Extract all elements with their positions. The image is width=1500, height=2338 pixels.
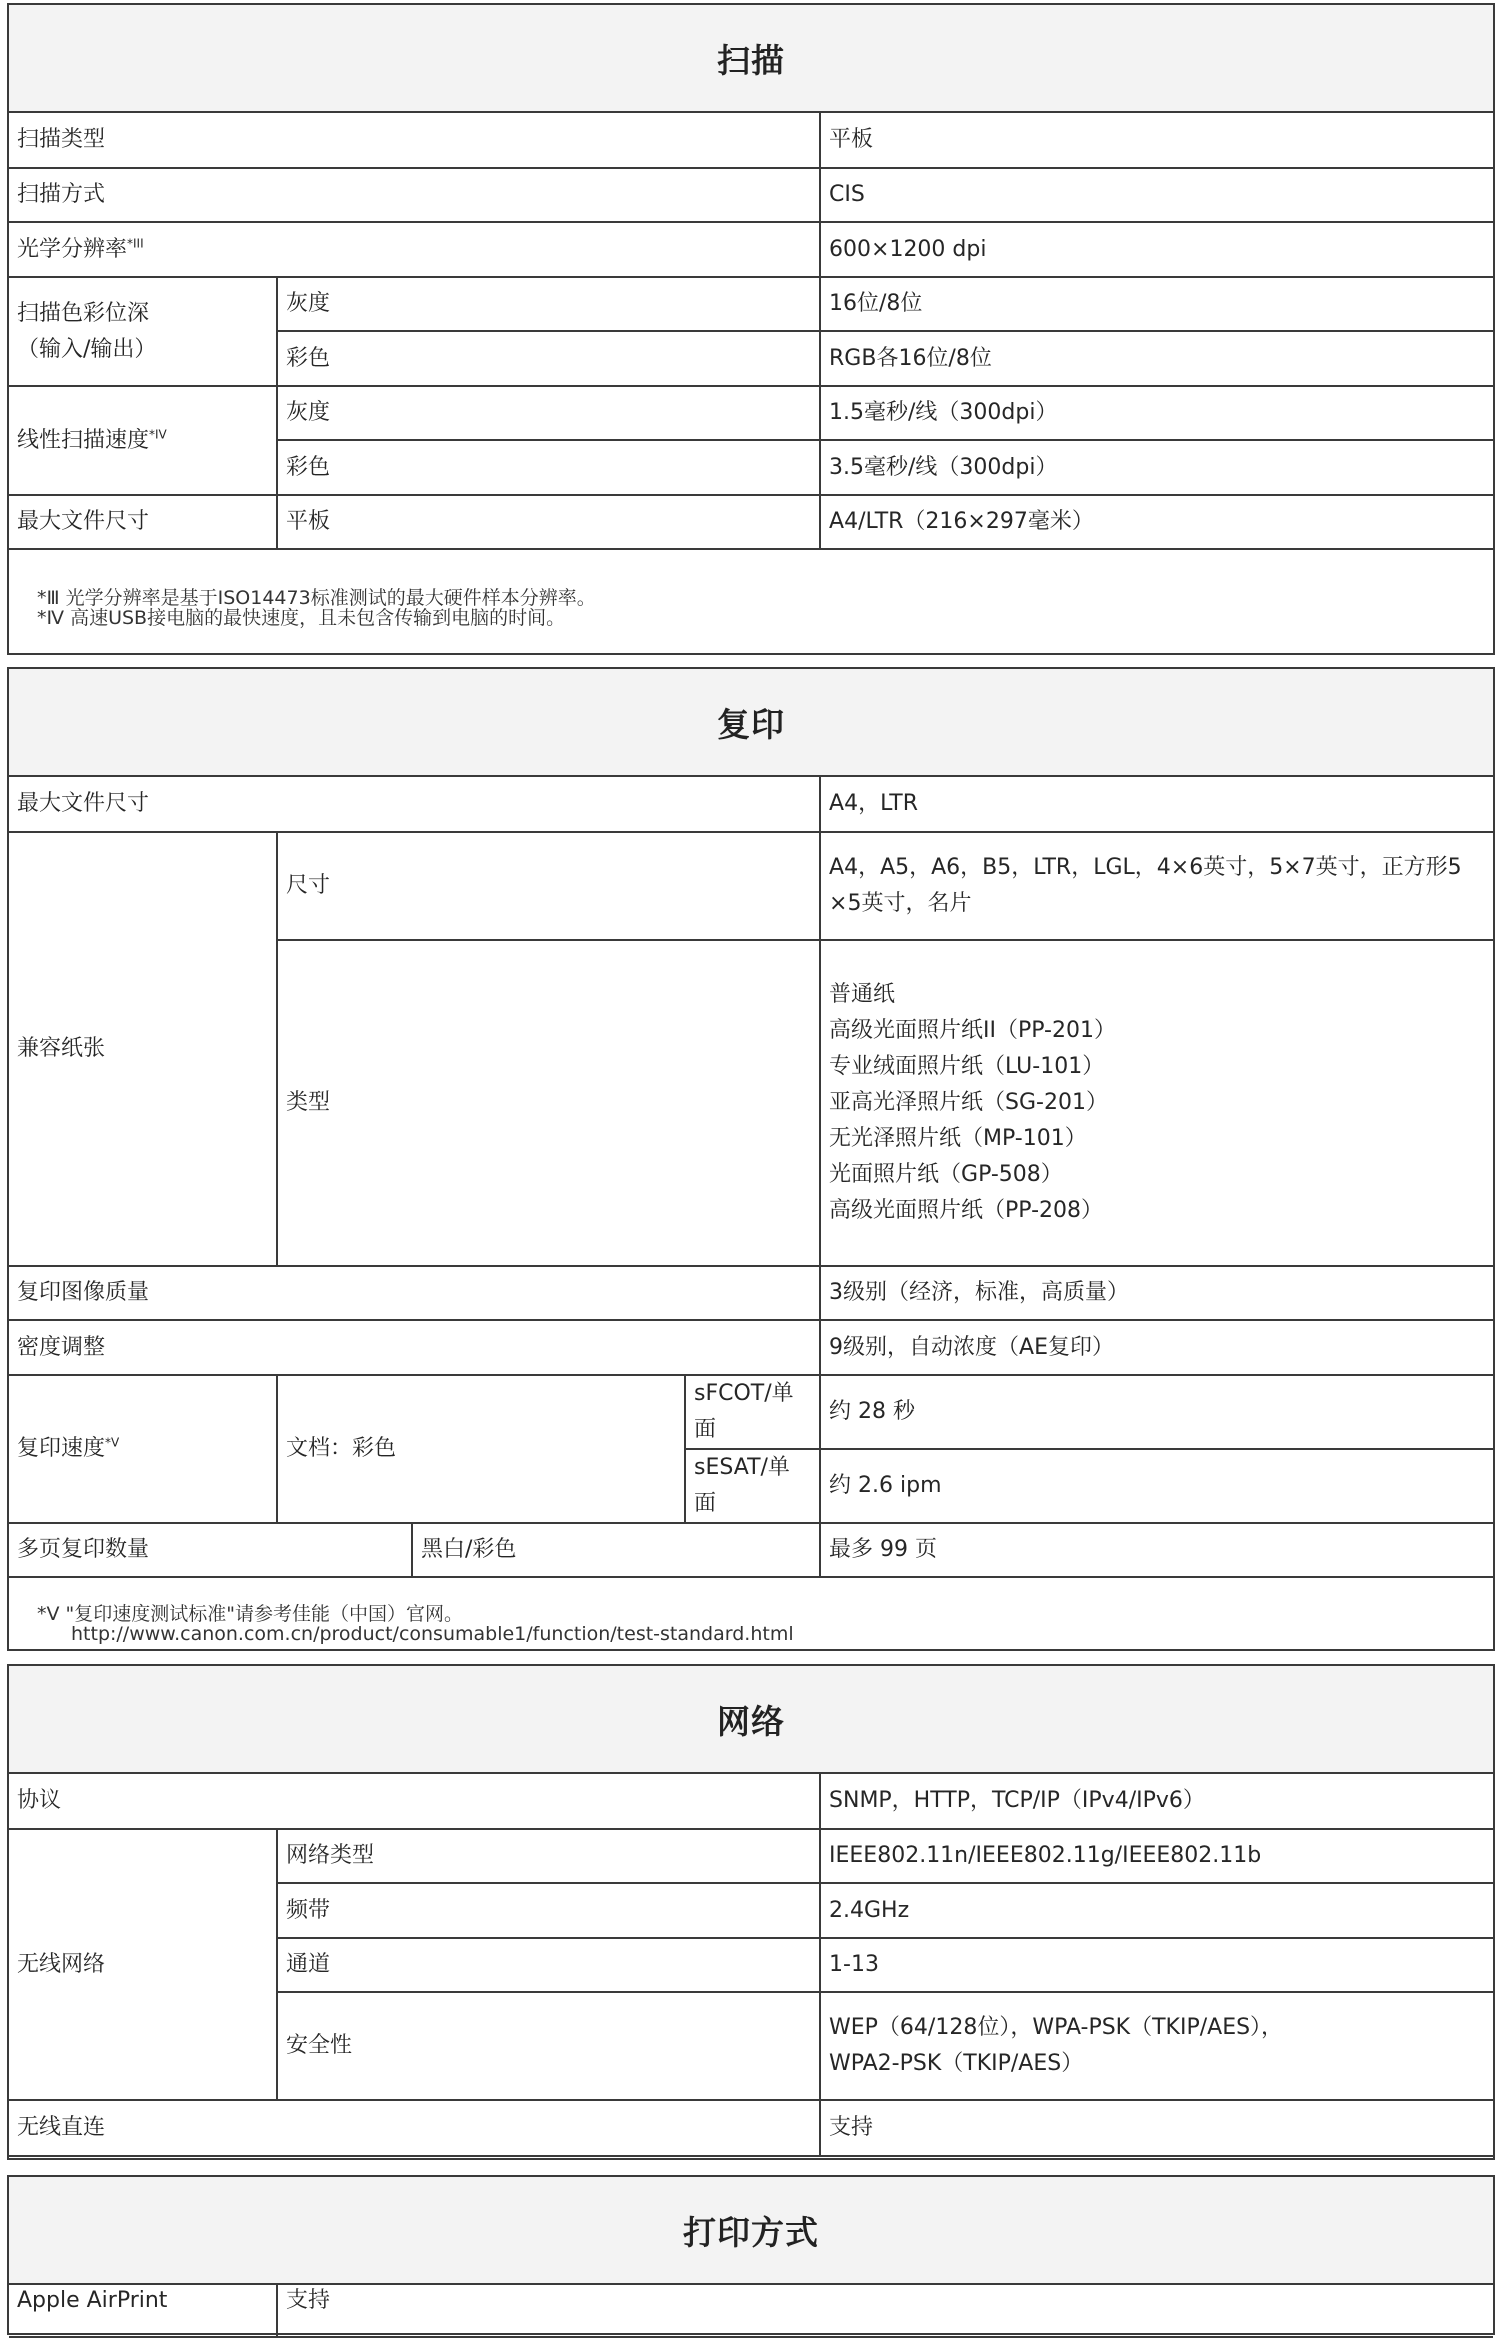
network-section-title: 网络 bbox=[9, 1666, 1493, 1774]
paper-type-item: 高级光面照片纸II（PP-201） bbox=[829, 1018, 1116, 1043]
spec-value: 支持 bbox=[820, 2100, 1493, 2156]
spec-value: 平板 bbox=[820, 113, 1493, 168]
table-row bbox=[9, 1375, 1493, 1449]
spec-sublabel: 灰度 bbox=[277, 386, 820, 440]
spec-sublabel: 平板 bbox=[277, 495, 820, 549]
spec-sublabel: 彩色 bbox=[277, 440, 820, 495]
table-row bbox=[9, 777, 1493, 832]
copy-section-title: 复印 bbox=[9, 669, 1493, 777]
spec-value: 3.5毫秒/线（300dpi） bbox=[820, 440, 1493, 495]
spec-value: 3级别（经济，标准，高质量） bbox=[820, 1266, 1493, 1320]
scan-spec-table bbox=[9, 113, 1493, 550]
security-line: WPA2-PSK（TKIP/AES） bbox=[829, 2051, 1084, 2076]
paper-type-item: 高级光面照片纸（PP-208） bbox=[829, 1198, 1103, 1223]
paper-size-line: A4，A5，A6，B5，LTR，LGL，4×6英寸，5×7英寸，正方形5 bbox=[829, 855, 1462, 880]
copy-footnotes bbox=[9, 1578, 1493, 1644]
spec-value bbox=[820, 832, 1493, 940]
spec-sublabel: 类型 bbox=[277, 940, 820, 1266]
spec-label: 多页复印数量 bbox=[9, 1523, 412, 1577]
optical-res-label: 光学分辨率 bbox=[17, 236, 128, 262]
paper-type-item: 无光泽照片纸（MP-101） bbox=[829, 1126, 1087, 1151]
footnote-mark: *III bbox=[127, 236, 144, 251]
spec-sublabel: 通道 bbox=[277, 1938, 820, 1992]
spec-value: 9级别，自动浓度（AE复印） bbox=[820, 1320, 1493, 1375]
scan-section bbox=[7, 3, 1495, 655]
spec-sublabel: sESAT/单面 bbox=[685, 1449, 820, 1523]
spec-value: 600×1200 dpi bbox=[820, 222, 1493, 277]
paper-type-item: 普通纸 bbox=[829, 982, 896, 1007]
spec-value bbox=[820, 1992, 1493, 2100]
spec-value: SNMP，HTTP，TCP/IP（IPv4/IPv6） bbox=[820, 1774, 1493, 1829]
scan-footnotes bbox=[9, 550, 1493, 628]
spec-value bbox=[820, 940, 1493, 1266]
spec-value: 1.5毫秒/线（300dpi） bbox=[820, 386, 1493, 440]
table-row bbox=[9, 168, 1493, 222]
security-line: WEP（64/128位），WPA-PSK（TKIP/AES）， bbox=[829, 2015, 1284, 2040]
network-spec-table bbox=[9, 1774, 1493, 2157]
paper-type-item: 亚高光泽照片纸（SG-201） bbox=[829, 1090, 1108, 1115]
spec-label bbox=[9, 222, 820, 277]
table-row bbox=[9, 222, 1493, 277]
table-row bbox=[9, 1774, 1493, 1829]
spec-sublabel: 网络类型 bbox=[277, 1829, 820, 1883]
scan-section-title: 扫描 bbox=[9, 5, 1493, 113]
table-row bbox=[9, 1523, 1493, 1577]
spec-value: 16位/8位 bbox=[820, 277, 1493, 331]
spec-value: CIS bbox=[820, 168, 1493, 222]
table-row bbox=[9, 2100, 1493, 2156]
spec-label bbox=[9, 1375, 277, 1523]
spec-value: A4/LTR（216×297毫米） bbox=[820, 495, 1493, 549]
paper-size-line: ×5英寸，名片 bbox=[829, 891, 972, 916]
footnote-mark: *V bbox=[105, 1435, 120, 1450]
spec-label bbox=[9, 386, 277, 495]
table-row bbox=[9, 386, 1493, 440]
table-row bbox=[9, 1266, 1493, 1320]
table-row bbox=[9, 2285, 1493, 2337]
spec-label: 密度调整 bbox=[9, 1320, 820, 1375]
spec-sublabel: 尺寸 bbox=[277, 832, 820, 940]
spec-sublabel: 灰度 bbox=[277, 277, 820, 331]
paper-type-item: 光面照片纸（GP-508） bbox=[829, 1162, 1063, 1187]
print-method-section-title: 打印方式 bbox=[9, 2177, 1493, 2285]
copy-speed-label: 复印速度 bbox=[17, 1436, 106, 1461]
spec-label: 无线网络 bbox=[9, 1829, 277, 2100]
spec-value: 约 28 秒 bbox=[820, 1375, 1493, 1449]
spec-sublabel: 彩色 bbox=[277, 331, 820, 386]
spec-label: 最大文件尺寸 bbox=[9, 495, 277, 549]
network-section bbox=[7, 1664, 1495, 2160]
spec-sublabel: sFCOT/单面 bbox=[685, 1375, 820, 1449]
spec-sublabel: 频带 bbox=[277, 1883, 820, 1938]
footnote: *Ⅲ 光学分辨率是基于ISO14473标准测试的最大硬件样本分辨率。 bbox=[37, 587, 596, 609]
copy-section bbox=[7, 667, 1495, 1651]
footnote-mark: *IV bbox=[149, 427, 167, 442]
footnote: *Ⅳ 高速USB接电脑的最快速度，且未包含传输到电脑的时间。 bbox=[37, 607, 566, 629]
spec-label: 兼容纸张 bbox=[9, 832, 277, 1266]
line-speed-label: 线性扫描速度 bbox=[17, 427, 150, 453]
color-depth-label-sub: （输入/输出） bbox=[17, 336, 157, 362]
spec-value: 支持 bbox=[277, 2285, 1493, 2337]
spec-label: 协议 bbox=[9, 1774, 820, 1829]
spec-sublabel: 安全性 bbox=[277, 1992, 820, 2100]
table-row bbox=[9, 277, 1493, 331]
spec-value: 2.4GHz bbox=[820, 1883, 1493, 1938]
spec-label: 最大文件尺寸 bbox=[9, 777, 820, 832]
copy-spec-table bbox=[9, 777, 1493, 1578]
footnote-url: http://www.canon.com.cn/product/consumable1/function/test-standard.html bbox=[71, 1623, 794, 1645]
spec-value: A4，LTR bbox=[820, 777, 1493, 832]
spec-sublabel: 文档：彩色 bbox=[277, 1375, 685, 1523]
print-method-spec-table bbox=[9, 2285, 1493, 2338]
footnote: *V "复印速度测试标准"请参考佳能（中国）官网。 bbox=[37, 1603, 464, 1625]
spec-label: 扫描类型 bbox=[9, 113, 820, 168]
spec-value: RGB各16位/8位 bbox=[820, 331, 1493, 386]
spec-value: 最多 99 页 bbox=[820, 1523, 1493, 1577]
spec-label: 无线直连 bbox=[9, 2100, 820, 2156]
spec-value: 约 2.6 ipm bbox=[820, 1449, 1493, 1523]
spec-label: 扫描方式 bbox=[9, 168, 820, 222]
table-row bbox=[9, 1829, 1493, 1883]
spec-sublabel: 黑白/彩色 bbox=[412, 1523, 820, 1577]
print-method-section bbox=[7, 2175, 1495, 2335]
spec-value: IEEE802.11n/IEEE802.11g/IEEE802.11b bbox=[820, 1829, 1493, 1883]
table-row bbox=[9, 495, 1493, 549]
paper-type-item: 专业绒面照片纸（LU-101） bbox=[829, 1054, 1105, 1079]
spec-value: 1-13 bbox=[820, 1938, 1493, 1992]
color-depth-label: 扫描色彩位深 bbox=[17, 300, 150, 326]
spec-label: Apple AirPrint bbox=[9, 2285, 277, 2337]
table-row bbox=[9, 832, 1493, 940]
table-row bbox=[9, 1320, 1493, 1375]
spec-label: 复印图像质量 bbox=[9, 1266, 820, 1320]
table-row bbox=[9, 113, 1493, 168]
spec-label bbox=[9, 277, 277, 386]
